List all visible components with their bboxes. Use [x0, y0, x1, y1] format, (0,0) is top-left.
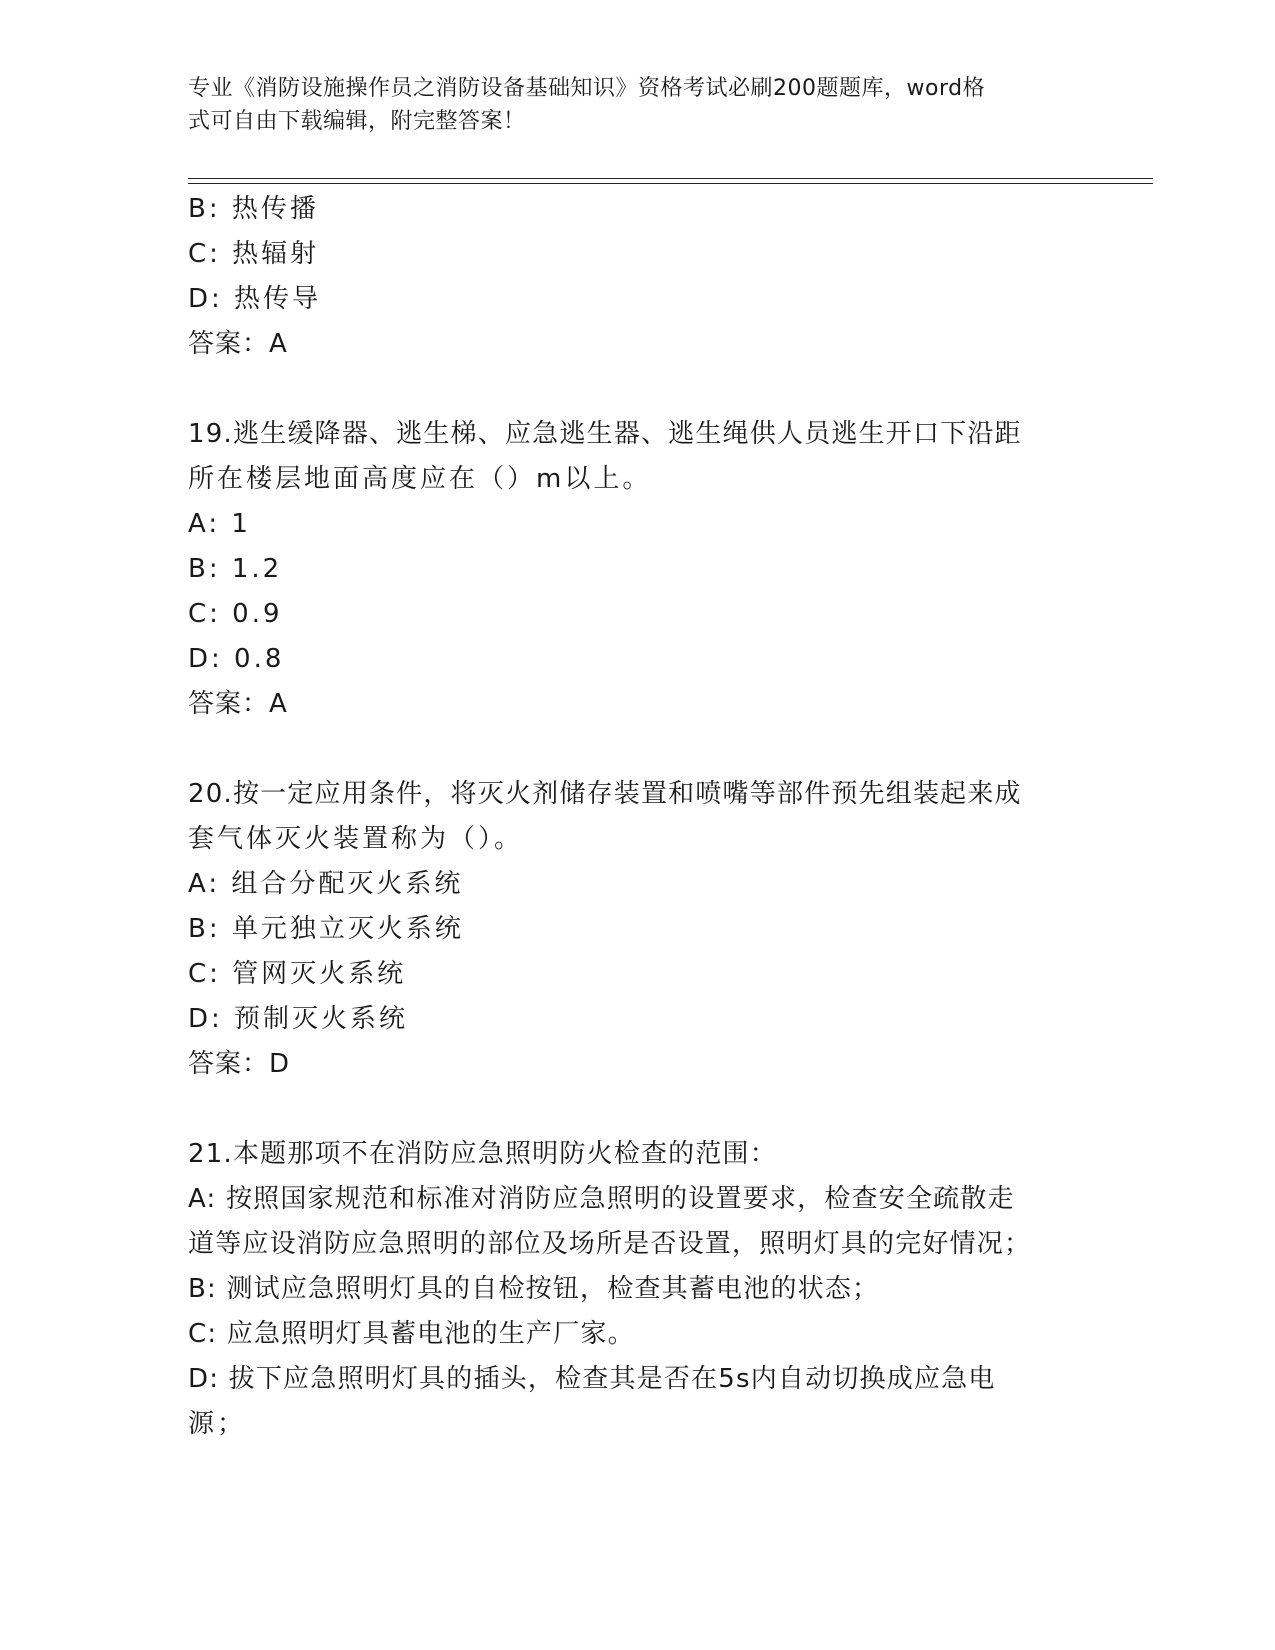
- q20-option-d: D: 预制灭火系统: [188, 1004, 409, 1034]
- q19-option-b: B: 1.2: [188, 554, 283, 584]
- q21-option-b: B: 测试应急照明灯具的自检按钮，检查其蓄电池的状态；: [188, 1274, 880, 1304]
- q21-option-d-line-2: 源；: [188, 1409, 247, 1439]
- q21-option-c: C: 应急照明灯具蓄电池的生产厂家。: [188, 1319, 635, 1349]
- q20-answer: 答案：D: [188, 1049, 291, 1079]
- header-line-1: 专业《消防设施操作员之消防设备基础知识》资格考试必刷200题题库，word格: [188, 76, 986, 101]
- q19-option-d: D: 0.8: [188, 644, 285, 674]
- q20-option-c: C: 管网灭火系统: [188, 959, 407, 989]
- q21-option-a-line-1: A: 按照国家规范和标准对消防应急照明的设置要求，检查安全疏散走: [188, 1184, 1015, 1214]
- q18-answer: 答案：A: [188, 329, 288, 359]
- q21-option-a-line-2: 道等应设消防应急照明的部位及场所是否设置，照明灯具的完好情况；: [188, 1229, 1032, 1259]
- header-divider-bottom: [188, 183, 1153, 184]
- q19-stem-line-1: 19.逃生缓降器、逃生梯、应急逃生器、逃生绳供人员逃生开口下沿距: [188, 419, 1022, 449]
- q18-option-c: C: 热辐射: [188, 239, 320, 269]
- q19-stem-line-2: 所在楼层地面高度应在（）m以上。: [188, 464, 652, 494]
- document-header: [188, 72, 1078, 138]
- q21-option-d-line-1: D: 拔下应急照明灯具的插头，检查其是否在5s内自动切换成应急电: [188, 1364, 996, 1394]
- q19-answer: 答案：A: [188, 689, 288, 719]
- q20-option-b: B: 单元独立灭火系统: [188, 914, 464, 944]
- q20-stem-line-2: 套气体灭火装置称为（）。: [188, 824, 524, 854]
- q21-stem: 21.本题那项不在消防应急照明防火检查的范围：: [188, 1139, 777, 1169]
- q20-option-a: A: 组合分配灭火系统: [188, 869, 464, 899]
- header-divider-top: [188, 178, 1153, 179]
- q20-stem-line-1: 20.按一定应用条件，将灭火剂储存装置和喷嘴等部件预先组装起来成: [188, 779, 1022, 809]
- q19-option-a: A: 1: [188, 509, 251, 539]
- q18-option-b: B: 热传播: [188, 194, 319, 224]
- q18-option-d: D: 热传导: [188, 284, 322, 314]
- q19-option-c: C: 0.9: [188, 599, 283, 629]
- header-line-2: 式可自由下载编辑，附完整答案！: [188, 109, 526, 134]
